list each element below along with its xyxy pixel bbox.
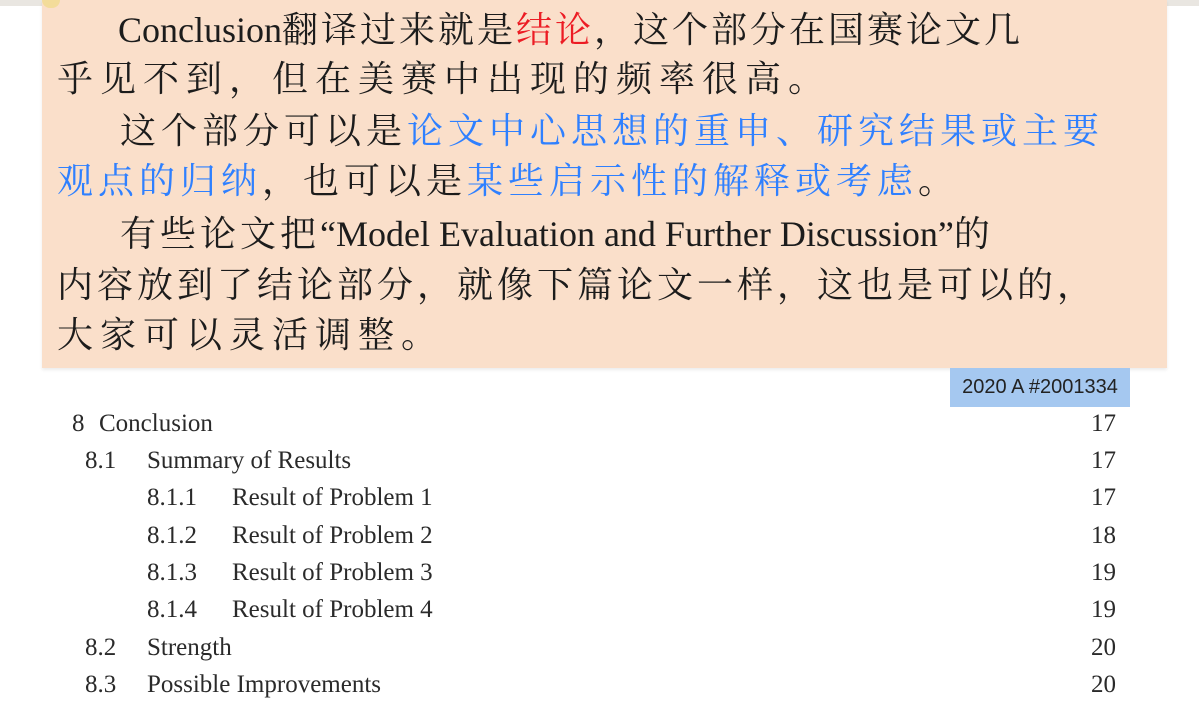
toc-title: Result of Problem 1 bbox=[232, 484, 433, 511]
toc-page-number: 17 bbox=[1091, 447, 1116, 474]
toc-row[interactable] bbox=[0, 631, 1199, 665]
toc-page-number: 20 bbox=[1091, 671, 1116, 698]
text: 有些论文把 bbox=[120, 214, 321, 255]
toc-row[interactable] bbox=[0, 668, 1199, 702]
toc-title: Result of Problem 2 bbox=[232, 522, 433, 549]
paragraph-1-line-1 bbox=[118, 12, 1120, 49]
toc-number: 8.3 bbox=[85, 671, 117, 698]
paragraph-3-line-2 bbox=[57, 265, 1147, 306]
toc-number: 8.2 bbox=[85, 634, 117, 661]
toc-leader-dots bbox=[410, 668, 1062, 702]
toc-row[interactable] bbox=[0, 444, 1199, 478]
toc-page-number: 20 bbox=[1091, 634, 1116, 661]
paragraph-2-line-2 bbox=[57, 161, 1147, 202]
toc-number: 8 bbox=[72, 410, 85, 437]
toc-number: 8.1.2 bbox=[147, 522, 197, 549]
highlight-summary: 论文中心思想的重申、研究结果或主要 bbox=[407, 111, 1105, 152]
toc-row[interactable] bbox=[0, 593, 1199, 627]
toc-title: Strength bbox=[147, 634, 232, 661]
paragraph-3-line-3 bbox=[57, 315, 1147, 356]
highlight-induction: 观点的归纳 bbox=[57, 161, 263, 202]
toc-title: Summary of Results bbox=[147, 447, 352, 474]
term-model-evaluation: “Model Evaluation and Further Discussion” bbox=[320, 214, 954, 254]
highlight-conclusion: 结论 bbox=[516, 10, 595, 51]
text: 这个部分可以是 bbox=[120, 111, 408, 152]
toc-title: Conclusion bbox=[99, 410, 213, 437]
toc-title: Result of Problem 3 bbox=[232, 559, 433, 586]
reference-tag: 2020 A #2001334 bbox=[950, 368, 1130, 407]
toc-leader-dots bbox=[226, 407, 1063, 441]
term-conclusion: Conclusion bbox=[118, 10, 283, 50]
toc-page-number: 17 bbox=[1091, 410, 1116, 437]
toc-leader-dots bbox=[451, 556, 1062, 590]
toc-leader-dots bbox=[451, 481, 1062, 515]
toc-row[interactable] bbox=[0, 407, 1199, 441]
text: 乎见不到，但在美赛中出现的频率很高。 bbox=[57, 59, 832, 100]
text: 翻译过来就是 bbox=[282, 10, 517, 51]
text: 的 bbox=[953, 214, 994, 255]
toc-number: 8.1.3 bbox=[147, 559, 197, 586]
text: ，这个部分在国赛论文几 bbox=[594, 10, 1024, 51]
toc-title: Result of Problem 4 bbox=[232, 596, 433, 623]
paragraph-3-line-1 bbox=[120, 216, 1199, 253]
toc-number: 8.1.4 bbox=[147, 596, 197, 623]
toc-title: Possible Improvements bbox=[147, 671, 382, 698]
toc-row[interactable] bbox=[0, 519, 1199, 553]
toc-row[interactable] bbox=[0, 556, 1199, 590]
toc-number: 8.1 bbox=[85, 447, 117, 474]
toc-leader-dots bbox=[451, 593, 1062, 627]
text: 大家可以灵活调整。 bbox=[57, 315, 445, 356]
highlight-inspiration: 某些启示性的解释或考虑 bbox=[467, 161, 919, 202]
text: 。 bbox=[918, 161, 960, 202]
toc-page-number: 19 bbox=[1091, 596, 1116, 623]
toc-page-number: 17 bbox=[1091, 484, 1116, 511]
paragraph-2-line-1 bbox=[120, 111, 1199, 152]
toc-leader-dots bbox=[451, 519, 1062, 553]
toc-leader-dots bbox=[369, 444, 1062, 478]
text: 内容放到了结论部分，就像下篇论文一样，这也是可以的， bbox=[57, 265, 1098, 306]
toc-page-number: 19 bbox=[1091, 559, 1116, 586]
toc-row[interactable] bbox=[0, 481, 1199, 515]
toc-leader-dots bbox=[246, 631, 1062, 665]
paragraph-1-line-2 bbox=[57, 59, 1147, 100]
text: ，也可以是 bbox=[262, 161, 468, 202]
toc-page-number: 18 bbox=[1091, 522, 1116, 549]
toc-number: 8.1.1 bbox=[147, 484, 197, 511]
